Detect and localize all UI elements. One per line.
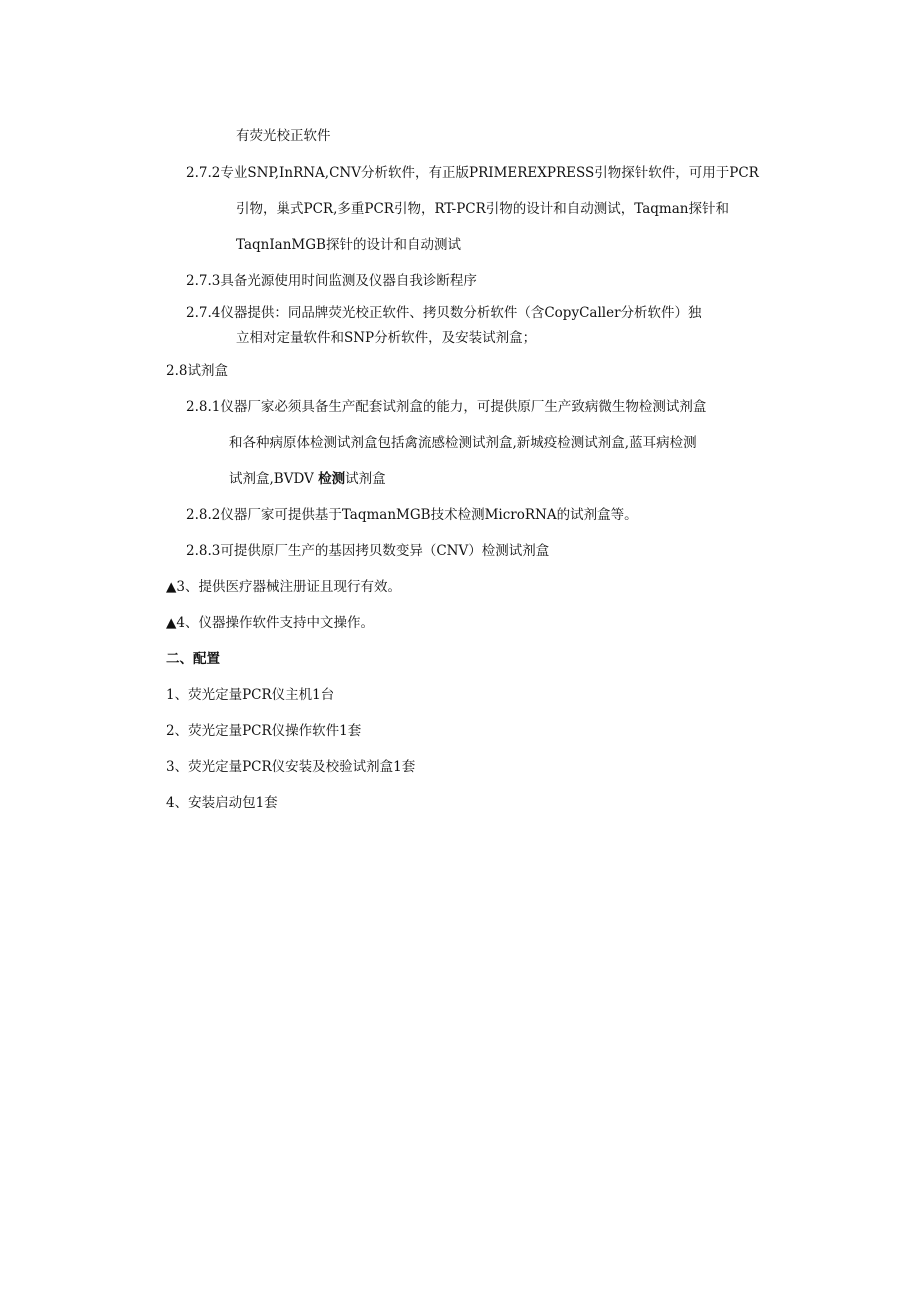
config-item-1: 1、荧光定量PCR仪主机1台 — [166, 687, 335, 703]
config-item-3: 3、荧光定量PCR仪安装及校验试剂盒1套 — [166, 759, 416, 775]
bold-text-run: 检测 — [318, 471, 346, 487]
item-2-7-4: 2.7.4仪器提供：同品牌荧光校正软件、拷贝数分析软件（含CopyCaller分析软件）独 — [186, 305, 702, 321]
config-item-4: 4、安装启动包1套 — [166, 795, 278, 811]
paragraph-line: 有荧光校正软件 — [236, 128, 331, 144]
item-2-7-2: 2.7.2专业SNP,InRNA,CNV分析软件，有正版PRIMEREXPRESS引物探针软件，可用于PCR — [186, 165, 759, 181]
section-heading-config: 二、配置 — [166, 651, 220, 667]
item-2-7-2-cont2: TaqnIanMGB探针的设计和自动测试 — [236, 237, 461, 253]
item-2-8-1: 2.8.1仪器厂家必须具备生产配套试剂盒的能力，可提供原厂生产致病微生物检测试剂盒 — [186, 399, 707, 415]
item-2-8-3: 2.8.3可提供原厂生产的基因拷贝数变异（CNV）检测试剂盒 — [186, 543, 550, 559]
item-2-8-1-cont2 — [229, 469, 386, 489]
text-run: 试剂盒 — [345, 471, 386, 487]
item-2-7-4-cont: 立相对定量软件和SNP分析软件，及安装试剂盒； — [236, 330, 537, 346]
text-run: 试剂盒,BVDV — [229, 471, 314, 487]
item-2-8-2: 2.8.2仪器厂家可提供基于TaqmanMGB技术检测MicroRNA的试剂盒等。 — [186, 507, 638, 523]
item-2-7-2-cont1: 引物，巢式PCR,多重PCR引物，RT-PCR引物的设计和自动测试，Taqman探针和 — [236, 201, 729, 217]
requirement-text: 3、提供医疗器械注册证且现行有效。 — [176, 579, 401, 595]
item-2-7-3: 2.7.3具备光源使用时间监测及仪器自我诊断程序 — [186, 273, 477, 289]
item-2-8-1-cont1: 和各种病原体检测试剂盒包括禽流感检测试剂盒,新城疫检测试剂盒,蓝耳病检测 — [229, 435, 697, 451]
requirement-4 — [166, 613, 374, 633]
section-2-8-heading: 2.8试剂盒 — [166, 363, 228, 379]
requirement-3 — [166, 577, 401, 597]
triangle-marker-icon: ▲ — [166, 615, 177, 631]
config-item-2: 2、荧光定量PCR仪操作软件1套 — [166, 723, 362, 739]
triangle-marker-icon: ▲ — [166, 579, 177, 595]
requirement-text: 4、仪器操作软件支持中文操作。 — [176, 615, 374, 631]
